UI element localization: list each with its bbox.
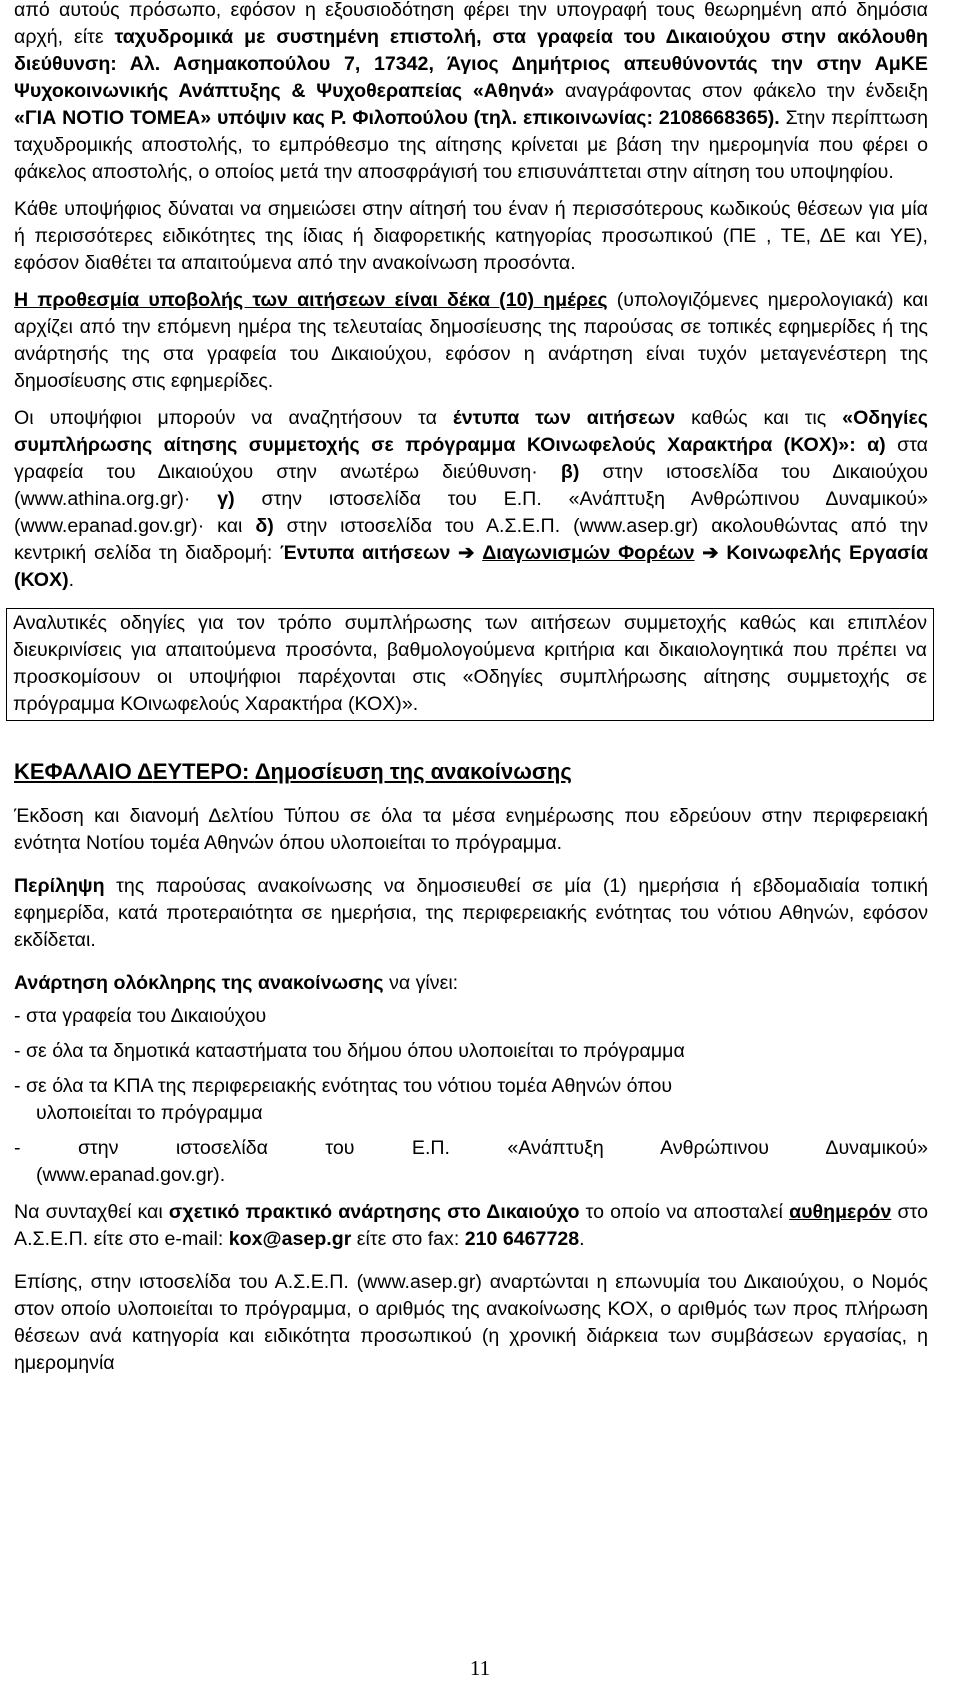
heading-part: ΚΕΦΑΛΑΙΟ bbox=[14, 759, 137, 784]
heading-part: Δ bbox=[137, 759, 153, 784]
text: στην ιστοσελίδα του Ε.Π. «Ανάπτυξη Ανθρώπινου Δυναμικού» (www.epanad.gov.gr)· και bbox=[14, 488, 928, 537]
list-item: - στα γραφεία του Δικαιούχου bbox=[14, 1005, 267, 1027]
email-text: kox@asep.gr bbox=[228, 1228, 352, 1250]
bold-text: δ) bbox=[255, 515, 274, 537]
bold-text: γ) bbox=[217, 488, 235, 510]
bold-text: σχετικό πρακτικό ανάρτησης στο Δικαιούχο bbox=[168, 1201, 580, 1223]
bold-text: «Οδηγίες συμπλήρωσης αίτησης συμμετοχής σε πρόγραμμα ΚΟινωφελούς Χαρακτήρα (ΚΟΧ)» bbox=[14, 407, 928, 456]
list-item bbox=[14, 1135, 928, 1189]
bold-text: αυθημερόν bbox=[789, 1201, 892, 1223]
deadline-text: Η προθεσμία υποβολής των αιτήσεων είναι δέκα (10) ημέρες bbox=[14, 289, 608, 311]
heading-part: ημοσίευση της ανακοίνωσης bbox=[270, 759, 572, 784]
text: . bbox=[68, 569, 75, 591]
path-step: Κοινωφελής Εργασία (ΚΟΧ) bbox=[14, 542, 929, 591]
paragraph-deadline bbox=[14, 287, 928, 395]
text: στο Α.Σ.Ε.Π. είτε στο e-mail: bbox=[14, 1201, 928, 1250]
text: (υπολογιζόμενες ημερολογιακά) και αρχίζει από την επόμενη ημέρα της τελευταίας δημοσίευσης της παρούσας σε τοπικές εφημερίδες ή της ανάρτησής της στα γραφεία του Δικαιούχου, εφόσον η ανάρτηση είναι τυχόν μεταγενέστερη της δημοσίευσης στις εφημερίδες. bbox=[14, 289, 928, 392]
text: αναγράφοντας στον φάκελο την ένδειξη bbox=[554, 80, 928, 102]
text: στην ιστοσελίδα του Α.Σ.Ε.Π. (www.asep.gr) ακολουθώντας από την κεντρική σελίδα τη διαδρομή: bbox=[14, 515, 928, 564]
paragraph-summary bbox=[14, 873, 928, 954]
text: στην ιστοσελίδα του Δικαιούχου (www.athina.org.gr)· bbox=[14, 461, 929, 510]
text: Οι υποψήφιοι μπορούν να αναζητήσουν τα bbox=[14, 407, 453, 429]
text: από αυτούς πρόσωπο, εφόσον η εξουσιοδότηση φέρει την υπογραφή τους θεωρημένη από δημόσια αρχή, είτε bbox=[14, 0, 928, 48]
text: Στην περίπτωση ταχυδρομικής αποστολής, το εμπρόθεσμο της αίτησης κρίνεται με βάση την ημερομηνία που φέρει ο φάκελος αποστολής, ο οποίος μετά την αποσφράγισή του επισυνάπτεται στην αίτηση του υποψηφίου. bbox=[14, 107, 928, 183]
arrow-right-icon: ➔ bbox=[458, 542, 475, 564]
bold-text: έντυπα των αιτήσεων bbox=[452, 407, 676, 429]
paragraph-submission bbox=[14, 0, 928, 186]
document-page bbox=[14, 0, 928, 1377]
text: είτε στο fax: bbox=[351, 1228, 465, 1250]
bold-text: : bbox=[849, 434, 868, 456]
paragraph-posting bbox=[14, 970, 928, 997]
paragraph-press-release: Έκδοση και διανομή Δελτίου Τύπου σε όλα τα μέσα ενημέρωσης που εδρεύουν στην περιφερειακή ενότητα Νοτίου τομέα Αθηνών όπου υλοποιείται το πρόγραμμα. bbox=[14, 805, 928, 854]
list-line: - στην ιστοσελίδα του Ε.Π. «Ανάπτυξη Ανθρώπινου Δυναμικού» bbox=[14, 1137, 928, 1159]
text: . bbox=[579, 1228, 585, 1250]
page-number: 11 bbox=[469, 1656, 491, 1680]
list-line: (www.epanad.gov.gr). bbox=[36, 1164, 226, 1186]
list-line: - σε όλα τα ΚΠΑ της περιφερειακής ενότητας του νότιου τομέα Αθηνών όπου bbox=[14, 1075, 673, 1097]
text: καθώς και τις bbox=[675, 407, 843, 429]
list-line: υλοποιείται το πρόγραμμα bbox=[36, 1102, 263, 1124]
heading-part: ΕΥΤΕΡΟ: bbox=[152, 759, 255, 784]
bold-text: α) bbox=[867, 434, 886, 456]
paragraph-forms bbox=[14, 405, 928, 594]
bold-text: ταχυδρομικά με συστημένη επιστολή, στα γραφεία του Δικαιούχου στην ακόλουθη διεύθυνση: Αλ. Ασημακοπούλου 7, 17342, Άγιος Δημήτριος απευθύνοντάς την στην ΑμΚΕ Ψυχοκοινωνικής Ανάπτυξης & Ψυχοθεραπείας «Αθηνά» bbox=[14, 26, 928, 102]
text: στα γραφεία του Δικαιούχου στην ανωτέρω διεύθυνση· bbox=[14, 434, 928, 483]
heading-part: Δ bbox=[254, 759, 271, 784]
text: να γίνει: bbox=[383, 972, 459, 994]
arrow-right-icon: ➔ bbox=[702, 542, 719, 564]
paragraph-position-codes: Κάθε υποψήφιος δύναται να σημειώσει στην αίτησή του έναν ή περισσότερους κωδικούς θέσεων για μία ή περισσότερες ειδικότητες της ίδιας ή διαφορετικής κατηγορίας προσωπικού (ΠΕ , ΤΕ, ΔΕ και ΥΕ), εφόσον διαθέτει τα απαιτούμενα από την ανακοίνωση προσόντα. bbox=[14, 198, 928, 274]
text: της παρούσας ανακοίνωσης να δημοσιευθεί σε μία (1) ημερήσια ή εβδομαδιαία τοπική εφημερίδα, κατά προτεραιότητα σε ημερήσια, της περιφερειακής ενότητας του νότιου Αθηνών, εφόσον εκδίδεται. bbox=[14, 875, 928, 951]
bold-text: Ανάρτηση ολόκληρης της ανακοίνωσης bbox=[14, 972, 384, 994]
bold-text: «ΓΙΑ ΝΟΤΙΟ ΤΟΜΕΑ» υπόψιν κας Ρ. Φιλοπούλου (τηλ. επικοινωνίας: 2108668365). bbox=[14, 107, 780, 129]
bold-text: β) bbox=[560, 461, 580, 483]
fax-text: 210 6467728 bbox=[464, 1228, 580, 1250]
path-step: Διαγωνισμών Φορέων bbox=[482, 542, 695, 564]
instructions-text: Αναλυτικές οδηγίες για τον τρόπο συμπλήρωσης των αιτήσεων συμμετοχής καθώς και επιπλέον διευκρινίσεις για απαιτούμενα προσόντα, βαθμολογούμενα κριτήρια και δικαιολογητικά που πρέπει να προσκομίσουν οι υποψήφιοι παρέχονται στις «Οδηγίες συμπλήρωσης αίτησης συμμετοχής σε πρόγραμμα ΚΟινωφελούς Χαρακτήρα (ΚΟΧ)». bbox=[13, 612, 927, 715]
instructions-box bbox=[6, 608, 934, 721]
chapter-heading bbox=[14, 757, 928, 787]
text: το οποίο να αποσταλεί bbox=[579, 1201, 790, 1223]
paragraph-report bbox=[14, 1199, 928, 1253]
text: Να συνταχθεί και bbox=[14, 1201, 169, 1223]
list-item: - σε όλα τα δημοτικά καταστήματα του δήμου όπου υλοποιείται το πρόγραμμα bbox=[14, 1040, 685, 1062]
list-item bbox=[14, 1073, 928, 1127]
paragraph-asep-posting: Επίσης, στην ιστοσελίδα του Α.Σ.Ε.Π. (www.asep.gr) αναρτώνται η επωνυμία του Δικαιούχου, ο Νομός στον οποίο υλοποιείται το πρόγραμμα, ο αριθμός της ανακοίνωσης ΚΟΧ, ο αριθμός των προς πλήρωση θέσεων ανά κατηγορία και ειδικότητα προσωπικού (η χρονική διάρκεια των συμβάσεων εργασίας, η ημερομηνία bbox=[14, 1271, 928, 1374]
path-step: Έντυπα αιτήσεων bbox=[280, 542, 451, 564]
bold-text: Περίληψη bbox=[14, 875, 105, 897]
